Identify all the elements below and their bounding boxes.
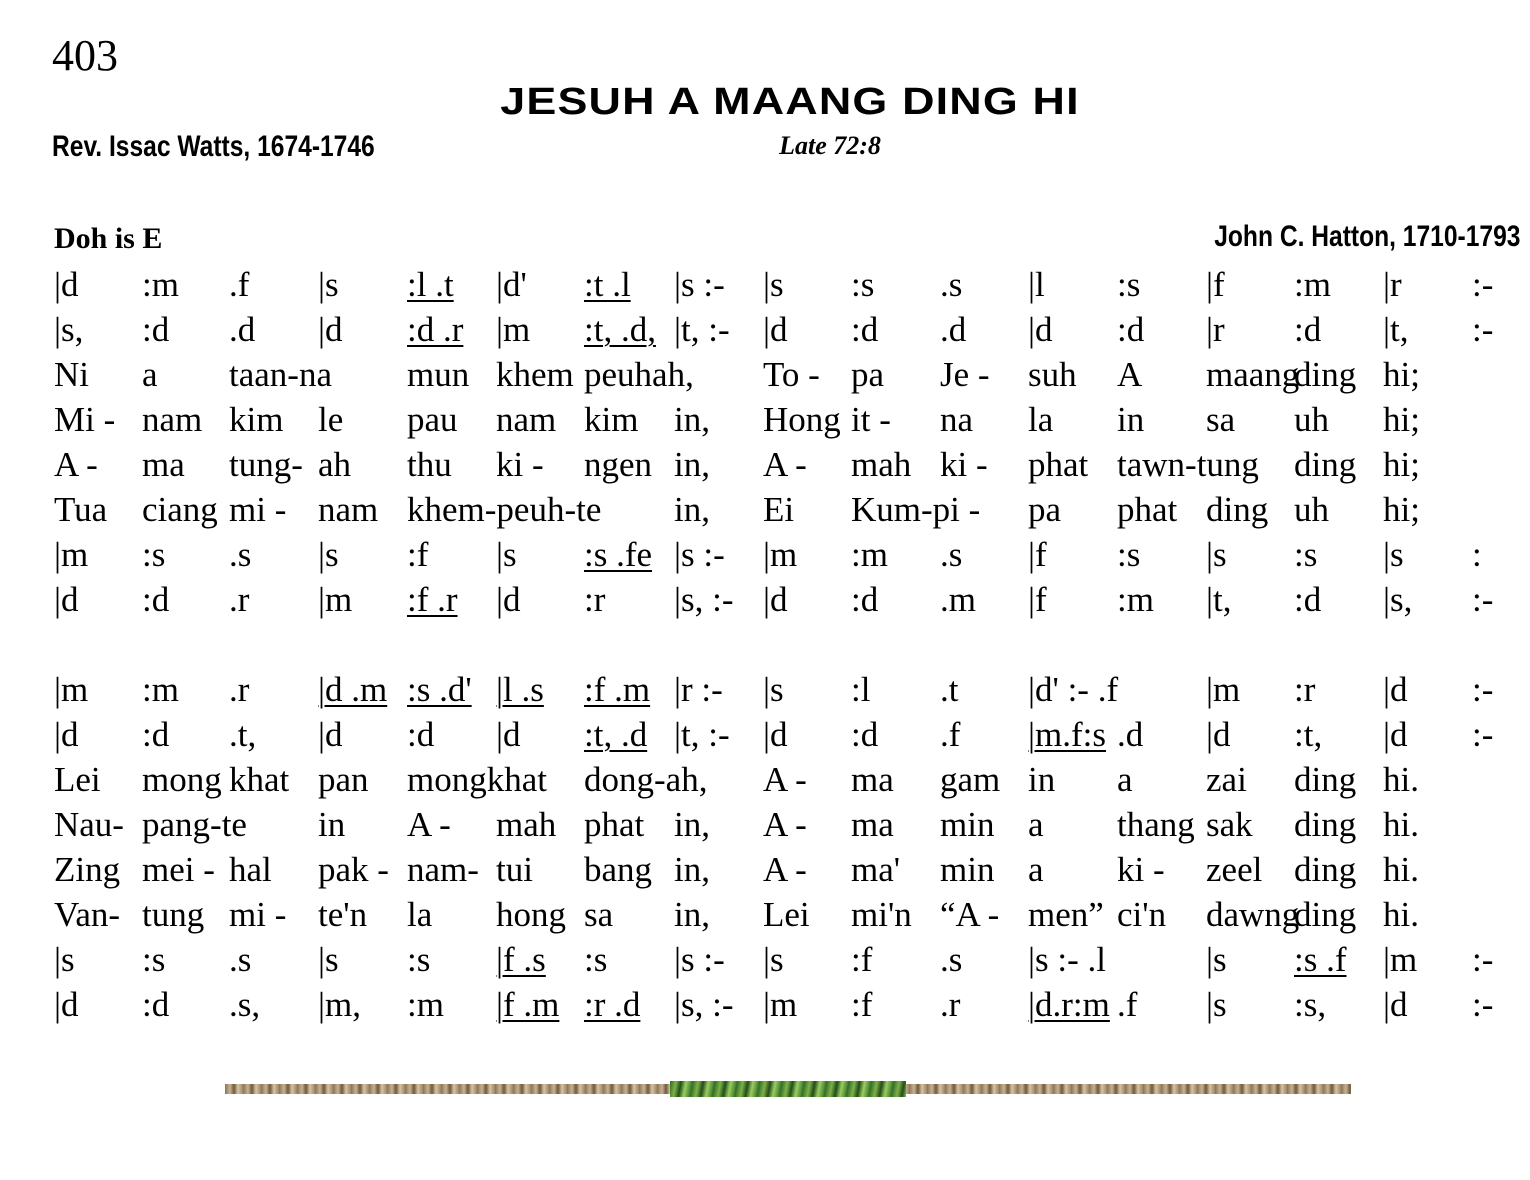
lyric-syllable: thu xyxy=(407,445,452,484)
solfa-note: |s, xyxy=(1383,580,1413,619)
lyric-syllable: ci'n xyxy=(1117,895,1167,934)
lyric-syllable: ding xyxy=(1294,355,1357,394)
lyric-syllable: sa xyxy=(1206,400,1236,439)
lyric-syllable: kim xyxy=(584,400,639,439)
solfa-note: :d xyxy=(851,580,879,619)
solfa-note: |s, xyxy=(54,310,84,349)
solfa-note: |m xyxy=(54,670,89,709)
lyric-syllable: pau xyxy=(407,400,458,439)
lyric-syllable: ma xyxy=(142,445,185,484)
solfa-note: .r xyxy=(229,580,250,619)
solfa-note: :d .r xyxy=(407,310,464,349)
lyric-syllable: ki - xyxy=(1117,850,1165,889)
solfa-note: |l xyxy=(1028,265,1045,304)
solfa-note: :- xyxy=(1472,940,1494,979)
lyric-syllable: A - xyxy=(763,850,807,889)
lyric-syllable: tung xyxy=(142,895,205,934)
lyric-syllable: Zing xyxy=(54,850,121,889)
lyric-syllable: nam xyxy=(496,400,557,439)
solfa-note: |d .m xyxy=(318,670,388,709)
solfa-note: |s xyxy=(1206,940,1227,979)
lyric-syllable: in, xyxy=(674,400,710,439)
lyric-syllable: maang xyxy=(1206,355,1300,394)
lyric-syllable: it - xyxy=(851,400,891,439)
decorative-divider xyxy=(225,1084,1351,1094)
solfa-note: |t, xyxy=(1383,310,1409,349)
solfa-note: .r xyxy=(229,670,250,709)
solfa-note: :r xyxy=(1294,670,1316,709)
solfa-note: :d xyxy=(851,715,879,754)
lyric-syllable: zeel xyxy=(1206,850,1263,889)
solfa-note: |s :- xyxy=(674,940,725,979)
solfa-note: :- xyxy=(1472,670,1494,709)
hymn-title: JESUH A MAANG DING HI xyxy=(500,81,1080,123)
lyric-syllable: hi. xyxy=(1383,805,1419,844)
solfa-note: |d xyxy=(1028,310,1053,349)
solfa-note: :f xyxy=(407,535,429,574)
lyric-syllable: pan xyxy=(318,760,369,799)
lyric-syllable: ma xyxy=(851,805,894,844)
lyric-syllable: Mi - xyxy=(54,400,116,439)
lyric-syllable: ding xyxy=(1294,760,1357,799)
lyric-syllable: mah xyxy=(496,805,557,844)
solfa-note: :l .t xyxy=(407,265,454,304)
solfa-note: :- xyxy=(1472,310,1494,349)
solfa-note: :f xyxy=(851,940,873,979)
lyric-syllable: in, xyxy=(674,850,710,889)
solfa-note: |r xyxy=(1383,265,1402,304)
scripture-reference: Late 72:8 xyxy=(779,131,881,160)
lyric-syllable: phat xyxy=(1028,445,1089,484)
lyric-syllable: peuhah, xyxy=(584,355,694,394)
solfa-note: .d xyxy=(229,310,256,349)
solfa-note: |d' xyxy=(496,265,527,304)
composer-credit: John C. Hatton, 1710-1793 xyxy=(1213,220,1520,253)
solfa-note: |d xyxy=(54,715,79,754)
lyric-syllable: Nau- xyxy=(54,805,124,844)
solfa-note: |f .m xyxy=(496,985,560,1024)
solfa-note: |s, :- xyxy=(674,580,734,619)
lyric-syllable: in xyxy=(1028,760,1056,799)
solfa-note: |d' :- .f xyxy=(1028,670,1119,709)
solfa-note: |f .s xyxy=(496,940,546,979)
lyric-syllable: tung- xyxy=(229,445,303,484)
lyric-syllable: thang xyxy=(1117,805,1195,844)
solfa-note: |t, :- xyxy=(674,715,730,754)
solfa-note: |r :- xyxy=(674,670,723,709)
solfa-note: |s, :- xyxy=(674,985,734,1024)
solfa-note: |f xyxy=(1028,580,1047,619)
lyric-syllable: le xyxy=(318,400,344,439)
lyric-syllable: hi; xyxy=(1383,400,1420,439)
solfa-note: :- xyxy=(1472,580,1494,619)
solfa-note: |s xyxy=(1383,535,1404,574)
solfa-note: :t .l xyxy=(584,265,631,304)
lyric-syllable: gam xyxy=(940,760,1001,799)
solfa-note: |d xyxy=(318,715,343,754)
solfa-note: :s, xyxy=(1294,985,1327,1024)
solfa-note: |m xyxy=(54,535,89,574)
lyric-syllable: bang xyxy=(584,850,653,889)
lyric-syllable: in, xyxy=(674,490,710,529)
lyric-syllable: pang-te xyxy=(142,805,247,844)
lyric-syllable: nam xyxy=(142,400,203,439)
solfa-note: |s xyxy=(318,535,339,574)
solfa-note: :- xyxy=(1472,985,1494,1024)
solfa-note: :s xyxy=(1294,535,1318,574)
solfa-note: :s xyxy=(584,940,608,979)
lyric-syllable: Lei xyxy=(54,760,101,799)
lyric-syllable: hi; xyxy=(1383,490,1420,529)
solfa-note: :m xyxy=(851,535,888,574)
lyric-syllable: pa xyxy=(851,355,885,394)
lyric-syllable: hi. xyxy=(1383,895,1419,934)
lyric-syllable: hi; xyxy=(1383,445,1420,484)
lyric-syllable: in, xyxy=(674,445,710,484)
lyric-syllable: ah xyxy=(318,445,352,484)
solfa-note: :m xyxy=(1117,580,1154,619)
solfa-note: :s xyxy=(142,535,166,574)
lyric-syllable: nam- xyxy=(407,850,479,889)
lyric-syllable: mei - xyxy=(142,850,215,889)
solfa-note: :s xyxy=(851,265,875,304)
solfa-note: |f xyxy=(1206,265,1225,304)
solfa-note: |m, xyxy=(318,985,361,1024)
lyric-syllable: Lei xyxy=(763,895,810,934)
solfa-note: |s xyxy=(496,535,517,574)
solfa-note: :m xyxy=(142,670,179,709)
lyric-syllable: uh xyxy=(1294,490,1329,529)
lyric-syllable: sak xyxy=(1206,805,1253,844)
lyric-syllable: Ei xyxy=(763,490,795,529)
lyric-syllable: ding xyxy=(1294,805,1357,844)
solfa-note: :s xyxy=(407,940,431,979)
lyric-syllable: A xyxy=(1117,355,1143,394)
lyric-syllable: Hong xyxy=(763,400,841,439)
lyric-syllable: mong xyxy=(142,760,222,799)
lyric-syllable: taan-na xyxy=(229,355,332,394)
lyric-syllable: in, xyxy=(674,805,710,844)
lyric-syllable: a xyxy=(1028,805,1044,844)
solfa-note: |s xyxy=(54,940,75,979)
solfa-note: |d xyxy=(54,265,79,304)
lyric-syllable: suh xyxy=(1028,355,1077,394)
solfa-note: |m xyxy=(763,985,798,1024)
solfa-note: |t, xyxy=(1206,580,1232,619)
lyric-syllable: ding xyxy=(1294,850,1357,889)
lyric-syllable: phat xyxy=(584,805,645,844)
lyric-syllable: mah xyxy=(851,445,912,484)
lyric-syllable: ki - xyxy=(496,445,544,484)
solfa-note: :d xyxy=(1117,310,1145,349)
lyric-syllable: mun xyxy=(407,355,470,394)
leaf-ornament xyxy=(670,1081,906,1097)
solfa-note: |f xyxy=(1028,535,1047,574)
lyric-syllable: la xyxy=(1028,400,1054,439)
lyric-syllable: khat xyxy=(229,760,290,799)
solfa-note: : xyxy=(1472,535,1482,574)
solfa-note: :d xyxy=(142,310,170,349)
solfa-note: |m xyxy=(763,535,798,574)
lyric-syllable: tui xyxy=(496,850,533,889)
lyric-syllable: in, xyxy=(674,895,710,934)
lyric-syllable: khem-peuh-te xyxy=(407,490,602,529)
lyric-syllable: a xyxy=(1117,760,1133,799)
lyric-syllable: hal xyxy=(229,850,272,889)
solfa-note: .t xyxy=(940,670,959,709)
lyric-syllable: in xyxy=(1117,400,1145,439)
solfa-note: :d xyxy=(407,715,435,754)
solfa-note: .m xyxy=(940,580,976,619)
solfa-note: .d xyxy=(940,310,967,349)
lyric-syllable: hi; xyxy=(1383,355,1420,394)
solfa-note: |s xyxy=(763,940,784,979)
lyric-syllable: khem xyxy=(496,355,574,394)
solfa-note: |m xyxy=(318,580,353,619)
solfa-note: |s :- xyxy=(674,265,725,304)
lyric-syllable: pak - xyxy=(318,850,389,889)
lyric-syllable: A - xyxy=(763,805,807,844)
lyric-syllable: A - xyxy=(763,445,807,484)
lyric-syllable: hi. xyxy=(1383,760,1419,799)
solfa-note: :s .d' xyxy=(407,670,472,709)
solfa-note: .s xyxy=(229,535,252,574)
lyric-syllable: Tua xyxy=(54,490,108,529)
solfa-note: |d xyxy=(1206,715,1231,754)
solfa-note: :- xyxy=(1472,715,1494,754)
solfa-note: |s :- xyxy=(674,535,725,574)
solfa-note: |d xyxy=(54,985,79,1024)
solfa-note: :f xyxy=(851,985,873,1024)
lyric-syllable: ding xyxy=(1294,445,1357,484)
hymn-number: 403 xyxy=(52,31,118,80)
solfa-note: |d xyxy=(54,580,79,619)
solfa-note: :m xyxy=(142,265,179,304)
solfa-note: |s xyxy=(318,265,339,304)
solfa-note: :d xyxy=(1294,310,1322,349)
lyric-syllable: pa xyxy=(1028,490,1062,529)
solfa-note: :t, .d, xyxy=(584,310,656,349)
solfa-note: .s xyxy=(229,940,252,979)
solfa-note: :f .m xyxy=(584,670,651,709)
solfa-note: :s xyxy=(1117,535,1141,574)
solfa-note: :f .r xyxy=(407,580,458,619)
solfa-note: .f xyxy=(940,715,961,754)
solfa-note: |d xyxy=(763,580,788,619)
lyric-syllable: ki - xyxy=(940,445,988,484)
lyric-syllable: ma' xyxy=(851,850,901,889)
solfa-note: |s xyxy=(1206,985,1227,1024)
solfa-note: :s xyxy=(1117,265,1141,304)
lyric-syllable: nam xyxy=(318,490,379,529)
solfa-note: |m xyxy=(1206,670,1241,709)
solfa-note: |d xyxy=(1383,670,1408,709)
lyric-syllable: la xyxy=(407,895,433,934)
solfa-note: :l xyxy=(851,670,871,709)
lyric-syllable: dawng xyxy=(1206,895,1300,934)
lyric-syllable: A - xyxy=(407,805,451,844)
solfa-note: |d xyxy=(318,310,343,349)
lyric-syllable: mi - xyxy=(229,490,287,529)
solfa-note: |d xyxy=(763,310,788,349)
solfa-note: |d xyxy=(496,715,521,754)
lyric-syllable: kim xyxy=(229,400,284,439)
lyric-syllable: “A - xyxy=(940,895,1000,934)
solfa-note: :m xyxy=(407,985,444,1024)
lyric-syllable: min xyxy=(940,850,995,889)
lyric-syllable: a xyxy=(1028,850,1044,889)
lyric-syllable: uh xyxy=(1294,400,1329,439)
solfa-note: :d xyxy=(142,580,170,619)
solfa-note: .s, xyxy=(229,985,261,1024)
lyric-syllable: hi. xyxy=(1383,850,1419,889)
lyric-syllable: mi - xyxy=(229,895,287,934)
solfa-note: :d xyxy=(142,715,170,754)
solfa-note: |m.f:s xyxy=(1028,715,1106,754)
lyric-syllable: a xyxy=(142,355,158,394)
solfa-note: .d xyxy=(1117,715,1144,754)
solfa-note: .f xyxy=(1117,985,1138,1024)
lyric-syllable: zai xyxy=(1206,760,1247,799)
lyric-syllable: ding xyxy=(1206,490,1269,529)
lyric-syllable: ciang xyxy=(142,490,218,529)
lyric-syllable: ngen xyxy=(584,445,653,484)
solfa-note: |m xyxy=(496,310,531,349)
solfa-note: :s .fe xyxy=(584,535,653,574)
solfa-note: .t, xyxy=(229,715,257,754)
solfa-note: |s xyxy=(1206,535,1227,574)
solfa-note: :m xyxy=(1294,265,1331,304)
solfa-note: :d xyxy=(1294,580,1322,619)
solfa-note: :t, xyxy=(1294,715,1323,754)
solfa-note: |d.r:m xyxy=(1028,985,1110,1024)
solfa-note: :r xyxy=(584,580,606,619)
lyric-syllable: Ni xyxy=(54,355,89,394)
solfa-note: :s xyxy=(142,940,166,979)
lyric-syllable: hong xyxy=(496,895,566,934)
solfa-note: .s xyxy=(940,940,963,979)
key-signature: Doh is E xyxy=(54,222,163,255)
solfa-note: :d xyxy=(142,985,170,1024)
lyric-syllable: mongkhat xyxy=(407,760,547,799)
lyric-syllable: Van- xyxy=(54,895,121,934)
solfa-note: :d xyxy=(851,310,879,349)
lyric-syllable: sa xyxy=(584,895,614,934)
lyric-syllable: Je - xyxy=(940,355,990,394)
solfa-note: |s xyxy=(763,265,784,304)
solfa-note: |r xyxy=(1206,310,1225,349)
lyric-syllable: men” xyxy=(1028,895,1104,934)
solfa-note: .s xyxy=(940,535,963,574)
solfa-note: |s :- .l xyxy=(1028,940,1106,979)
solfa-note: .r xyxy=(940,985,961,1024)
lyric-syllable: dong-ah, xyxy=(584,760,708,799)
lyric-syllable: phat xyxy=(1117,490,1178,529)
lyric-syllable: Kum-pi - xyxy=(851,490,981,529)
lyric-syllable: tawn-tung xyxy=(1117,445,1259,484)
solfa-note: |d xyxy=(1383,715,1408,754)
lyric-syllable: ding xyxy=(1294,895,1357,934)
lyric-syllable: A - xyxy=(763,760,807,799)
lyric-syllable: ma xyxy=(851,760,894,799)
solfa-note: |l .s xyxy=(496,670,544,709)
solfa-note: :r .d xyxy=(584,985,641,1024)
solfa-note: .f xyxy=(229,265,250,304)
lyric-syllable: A - xyxy=(54,445,98,484)
solfa-note: .s xyxy=(940,265,963,304)
lyric-syllable: te'n xyxy=(318,895,368,934)
solfa-note: |s xyxy=(763,670,784,709)
solfa-note: |d xyxy=(496,580,521,619)
lyric-syllable: mi'n xyxy=(851,895,912,934)
solfa-note: |d xyxy=(763,715,788,754)
lyric-syllable: na xyxy=(940,400,974,439)
solfa-note: |d xyxy=(1383,985,1408,1024)
author-credit: Rev. Issac Watts, 1674-1746 xyxy=(52,130,375,163)
solfa-note: :s .f xyxy=(1294,940,1347,979)
solfa-note: :t, .d xyxy=(584,715,648,754)
lyric-syllable: in xyxy=(318,805,346,844)
lyric-syllable: To - xyxy=(763,355,820,394)
solfa-note: :- xyxy=(1472,265,1494,304)
lyric-syllable: min xyxy=(940,805,995,844)
solfa-note: |m xyxy=(1383,940,1418,979)
solfa-note: |t, :- xyxy=(674,310,730,349)
solfa-note: |s xyxy=(318,940,339,979)
